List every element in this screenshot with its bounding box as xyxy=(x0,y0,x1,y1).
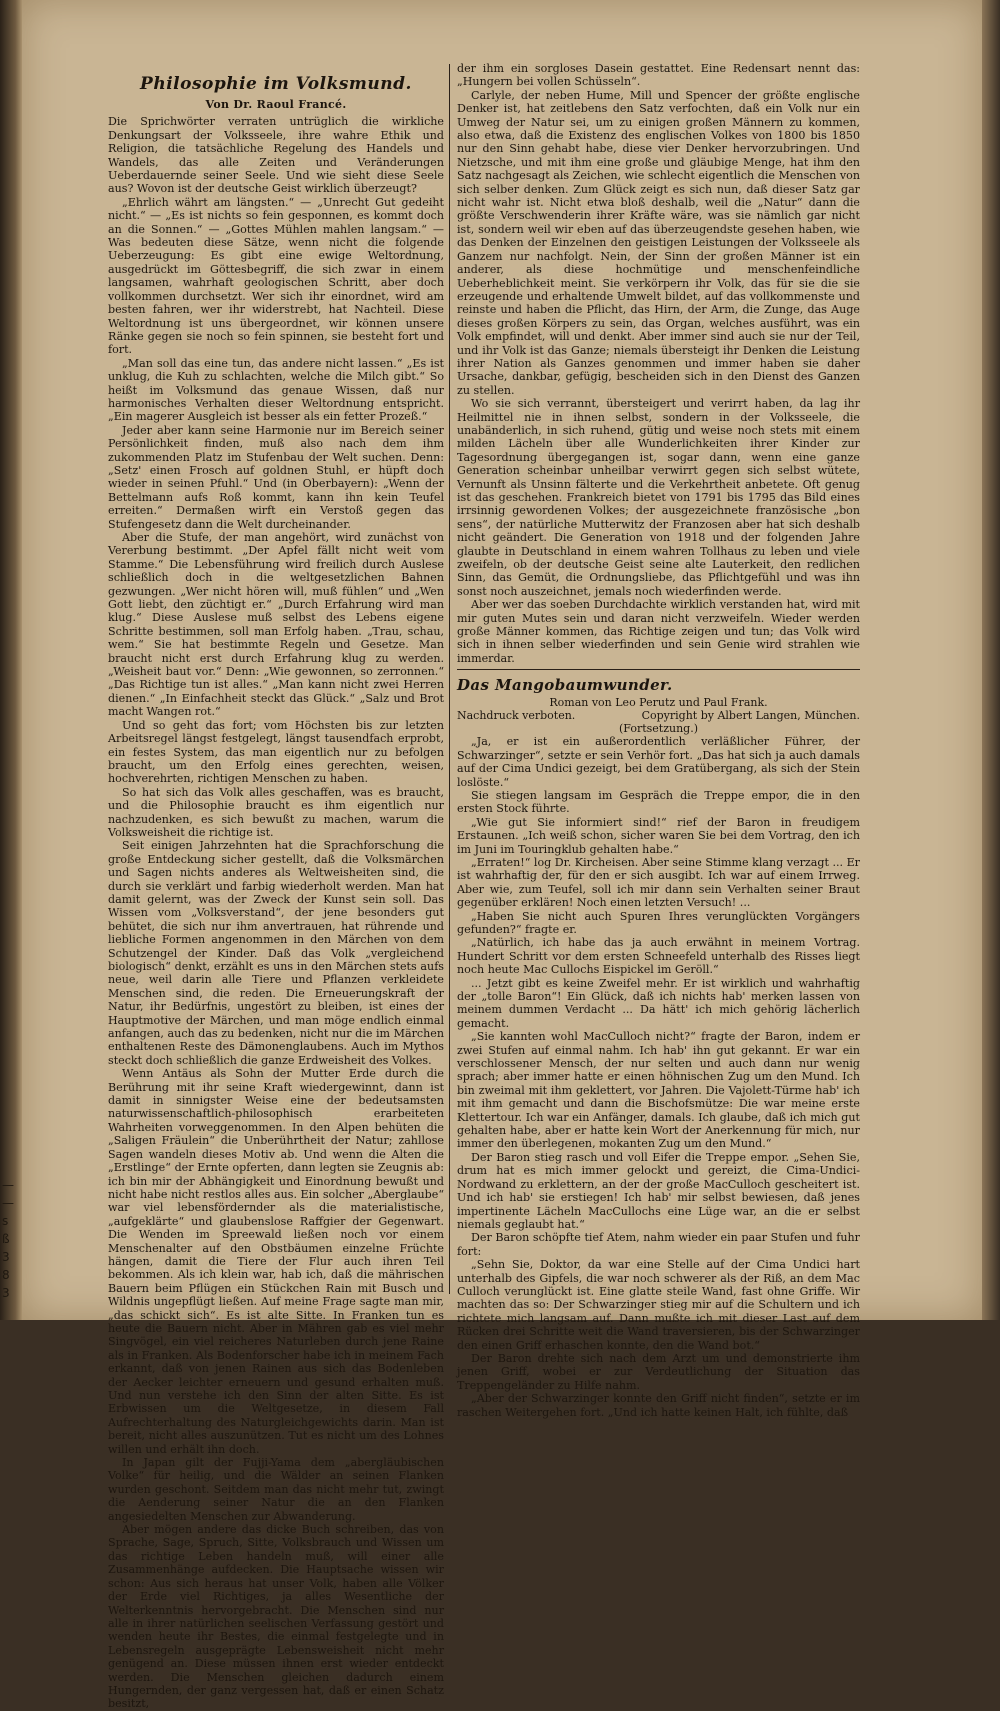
paragraph: Aber die Stufe, der man angehört, wird zunächst von Vererbung bestimmt. „Der Apfel fällt nicht weit vom Stamme.“ Die Lebensführung wird freilich durch Auslese schließlich doch in die weltgesetzlichen Bahnen gezwungen. „Wer nicht hören will, muß fühlen“ und „Wen Gott liebt, den züchtigt er.“ „Durch Erfahrung wird man klug.“ Diese Auslese muß selbst des Lebens eigene Schritte bestimmen, soll man Erfolg haben. „Trau, schau, wem.“ Sie hat bestimmte Regeln und Gesetze. Man braucht nicht erst durch Erfahrung klug zu werden. „Weisheit baut vor.“ Denn: „Wie gewonnen, so zerronnen.“ „Das Richtige tun ist alles.“ „Man kann nicht zwei Herren dienen.“ „In Einfachheit steckt das Glück.“ „Salz und Brot macht Wangen rot.“ xyxy=(108,531,444,719)
paragraph: Der Baron drehte sich nach dem Arzt um und demonstrierte ihm jenen Griff, wobei er zur Verdeutlichung der Situation das Treppengeländer zu Hilfe nahm. xyxy=(457,1351,860,1392)
paragraph: „Sehn Sie, Doktor, da war eine Stelle auf der Cima Undici hart unterhalb des Gipfels, die war noch schwerer als der Riß, an dem Mac Culloch verunglückt ist. Eine glatte steile Wand, fast ohne Griffe. Wir machten das so: Der Schwarzinger stieg mir auf die Schultern und ich richtete mich langsam auf. Dann mußte ich mit dieser Last auf dem Rücken drei Schritte weit die Wand traversieren, bis der Schwarzinger den einen Griff erhaschen konnte, den die Wand bot.“ xyxy=(457,1258,860,1352)
article-byline: Von Dr. Raoul Francé. xyxy=(205,98,347,111)
copyright-notice: Copyright by Albert Langen, München. xyxy=(641,709,860,723)
serial-body xyxy=(457,735,860,1419)
paragraph: In Japan gilt der Fujji-Yama dem „abergläubischen Volke“ für heilig, und die Wälder an seinen Flanken wurden geschont. Seitdem man das nicht mehr tut, zwingt die Aenderung seiner Natur die an den Flanken angesiedelten Menschen zur Abwanderung. xyxy=(108,1456,444,1523)
page-edge xyxy=(982,0,1000,1320)
article-body xyxy=(108,115,444,1710)
paragraph: „Natürlich, ich habe das ja auch erwähnt in meinem Vortrag. Hundert Schritt vor dem ersten Schneefeld unterhalb des Risses liegt noch heute Mac Cullochs Eispickel im Geröll.“ xyxy=(457,936,860,977)
paragraph: So hat sich das Volk alles geschaffen, was es braucht, und die Philosophie braucht es ihm eigentlich nur nachzudenken, es sich bewußt zu machen, warum die Volksweisheit die richtige ist. xyxy=(108,785,444,839)
copyright-row xyxy=(457,709,860,722)
paragraph: „Erraten!“ log Dr. Kircheisen. Aber seine Stimme klang verzagt ... Er ist wahrhaftig der, für den er sich ausgibt. Ich war auf einem Irrweg. Aber wie, zum Teufel, soll ich mir dann sein Verhalten seiner Braut gegenüber erklären! Noch einen letzten Versuch! ... xyxy=(457,855,860,910)
margin-mark: — xyxy=(2,1196,14,1210)
column-rule xyxy=(449,64,450,1294)
article-title: Philosophie im Volksmund. xyxy=(140,74,412,94)
continuation-label: (Fortsetzung.) xyxy=(619,722,698,736)
paragraph: Aber wer das soeben Durchdachte wirklich verstanden hat, wird mit mir guten Mutes sein und daran nicht verzweifeln. Wieder werden große Männer kommen, das Richtige zeigen und tun; das Volk wird sich in ihnen selber wiederfinden und sein Genie wird strahlen wie immerdar. xyxy=(457,598,860,665)
continued-article-body xyxy=(457,62,860,665)
paragraph: ... Jetzt gibt es keine Zweifel mehr. Er ist wirklich und wahrhaftig der „tolle Baron“! Ein Glück, daß ich nichts hab' merken lassen von meinem dummen Verdacht ... Da hätt' ich mich gehörig lächerlich gemacht. xyxy=(457,976,860,1030)
paragraph: „Haben Sie nicht auch Spuren Ihres verunglückten Vorgängers gefunden?“ fragte er. xyxy=(457,909,860,936)
paragraph: Carlyle, der neben Hume, Mill und Spencer der größte englische Denker ist, hat zeitlebens den Satz verfochten, daß ein Volk nur ein Umweg der Natur sei, um zu einigen großen Männern zu kommen, also etwa, daß die Existenz des englischen Volkes von 1800 bis 1850 nur den Sinn gehabt habe, diese vier Denker hervorzubringen. Und Nietzsche, und mit ihm eine große und gläubige Menge, hat ihm den Satz nachgesagt als Zeichen, wie schlecht eigentlich die Menschen von sich selber denken. Zum Glück zeigt es sich nun, daß dieser Satz gar nicht wahr ist. Nicht etwa bloß deshalb, weil die „Natur“ dann die größte Verschwenderin ihrer Kräfte wäre, was sie nämlich gar nicht ist, sondern weil wir eben auf das überzeugendste gesehen haben, wie das Denken der Einzelnen den geistigen Leistungen der Volksseele als Ganzem nur nachfolgt. Nein, der Sinn der großen Männer ist ein anderer, als diese hochmütige und menschenfeindliche Ueberheblichkeit meint. Sie verkörpern ihr Volk, das für sie die sie erzeugende und erhaltende Umwelt bildet, auf das vollkommenste und reinste und haben die Pflicht, das Hirn, der Arm, die Zunge, das Auge dieses großen Körpers zu sein, das Organ, welches ausführt, was ein Volk empfindet, will und denkt. Aber immer sind auch sie nur der Teil, und ihr Volk ist das Ganze; niemals übersteigt ihr Denken die Leistung ihrer Nation als Ganzes genommen und immer haben sie daher Ursache, dankbar, gefügig, bescheiden sich in den Dienst des Ganzen zu stellen. xyxy=(457,88,860,397)
paragraph: Aber mögen andere das dicke Buch schreiben, das von Sprache, Sage, Spruch, Sitte, Volksbrauch und Wissen um das richtige Leben handeln muß, will einer alle Zusammenhänge aufdecken. Die Hauptsache wissen wir schon: Aus sich heraus hat unser Volk, haben alle Völker der Erde viel Richtiges, ja alles Wesentliche der Welterkenntnis hervorgebracht. Die Menschen sind nur alle in ihrer natürlichen seelischen Verfassung gestört und wenden heute ihr Bestes, die einmal festgelegte und in Lebensregeln ausgeprägte Lebensweisheit nicht mehr genügend an. Diese müssen ihnen erst wieder entdeckt werden. Die Menschen gleichen dadurch einem Hungernden, der ganz vergessen hat, daß er einen Schatz besitzt, xyxy=(108,1523,444,1711)
paragraph: „Wie gut Sie informiert sind!“ rief der Baron in freudigem Erstaunen. „Ich weiß schon, sicher waren Sie bei dem Vortrag, den ich im Juni im Touringklub gehalten habe.“ xyxy=(457,815,860,856)
margin-mark: 3 xyxy=(2,1250,10,1264)
paragraph: Die Sprichwörter verraten untrüglich die wirkliche Denkungsart der Volksseele, ihre wahre Ethik und Religion, die tatsächliche Regelung des Handels und Wandels, das alle Zeiten und Veränderungen Ueberdauernde seiner Seele. Und wie sieht diese Seele aus? Wovon ist der deutsche Geist wirklich überzeugt? xyxy=(108,115,444,196)
left-column xyxy=(108,62,444,1711)
paragraph: der ihm ein sorgloses Dasein gestattet. Eine Redensart nennt das: „Hungern bei vollen Schüsseln“. xyxy=(457,62,860,89)
paragraph: Und so geht das fort; vom Höchsten bis zur letzten Arbeitsregel längst festgelegt, längst tausendfach erprobt, ein festes System, das man eigentlich nur zu befolgen braucht, um den Erfolg eines gerechten, weisen, hochverehrten, richtigen Menschen zu haben. xyxy=(108,718,444,786)
paragraph: Wenn Antäus als Sohn der Mutter Erde durch die Berührung mit ihr seine Kraft wiedergewinnt, dann ist damit in sinnigster Weise eine der bedeutsamsten naturwissenschaftlich-philosophisch erarbeiteten Wahrheiten vorweggenommen. In den Alpen behüten die „Saligen Fräulein“ die Unberührtheit der Natur; zahllose Sagen wandeln dieses Motiv ab. Und wenn die Alten die „Erstlinge“ der Ernte opferten, dann legten sie Zeugnis ab: ich bin mir der Abhängigkeit und Einordnung bewußt und nicht habe nicht restlos alles aus. Ein solcher „Aberglaube“ war viel lebensfördernder als die materialistische, „aufgeklärte“ und glaubenslose Raffgier der Gegenwart. Die Wenden im Spreewald ließen noch vor einem Menschenalter auf den Obstbäumen einzelne Früchte hängen, damit die Tiere der Flur auch ihren Teil bekommen. Als ich klein war, hab ich, daß die mährischen Bauern beim Pflügen ein Stückchen Rain mit Busch und Wildnis ungepflügt ließen. Auf meine Frage sagte man mir, „das schickt sich“. Es ist alte Sitte. In Franken tun es heute die Bauern nicht. Aber in Mähren gab es viel mehr Singvögel, ein viel reicheres Naturleben durch jene Raine als in Franken. Als Bodenforscher habe ich in meinem Fach erkannt, daß von jenen Rainen aus sich das Bodenleben der Aecker leichter erneuern und gesund erhalten muß. Und nun verstehe ich den Sinn der alten Sitte. Es ist Erbwissen um die Weltgesetze, in diesem Fall Aufrechterhaltung des Naturgleichgewichts darin. Man ist bereit, nicht alles auszunützen. Tut es nicht um des Lohnes willen und erhält ihn doch. xyxy=(108,1067,444,1456)
serial-subtitle: Roman von Leo Perutz und Paul Frank. xyxy=(549,696,768,710)
serial-title: Das Mangobaumwunder. xyxy=(457,676,673,695)
margin-mark: 3 xyxy=(2,1286,10,1300)
paragraph: „Man soll das eine tun, das andere nicht lassen.“ „Es ist unklug, die Kuh zu schlachten, welche die Milch gibt.“ So heißt im Volksmund das genaue Wissen, daß nur harmonisches Verhalten dieser Weltordnung entspricht. „Ein magerer Ausgleich ist besser als ein fetter Prozeß.“ xyxy=(108,356,444,424)
reprint-notice: Nachdruck verboten. xyxy=(457,709,576,723)
paragraph: Der Baron stieg rasch und voll Eifer die Treppe empor. „Sehen Sie, drum hat es mich immer gelockt und gereizt, die Cima-Undici-Nordwand zu erklettern, an der der große MacCulloch gescheitert ist. Und ich hab' sie erstiegen! Ich hab' mir selbst bewiesen, daß jenes impertinente Lächeln MacCullochs eine Lüge war, an die er selbst niemals geglaubt hat.“ xyxy=(457,1150,860,1231)
right-column xyxy=(457,62,860,1419)
paragraph: Wo sie sich verrannt, übersteigert und verirrt haben, da lag ihr Heilmittel nie in ihnen selbst, sondern in der Volksseele, die unabänderlich, in sich ruhend, gütig und weise noch stets mit einem milden Lächeln über alle Wunderlichkeiten ihrer Kinder zur Tagesordnung übergegangen ist, sogar dann, wenn eine ganze Generation scheinbar unheilbar verwirrt gegen sich selbst wütete, Vernunft als Unsinn fälterte und die Verkehrtheit anbetete. Oft genug ist das geschehen. Frankreich bietet von 1791 bis 1795 das Bild eines irrsinnig gewordenen Volkes; der ausgezeichnete französische „bon sens“, der natürliche Mutterwitz der Franzosen aber hat sich deshalb nicht geändert. Die Generation von 1918 und der folgenden Jahre glaubte in Deutschland in einem wahren Tollhaus zu leben und viele zweifeln, ob der deutsche Geist seine alte Lauterkeit, den redlichen Sinn, das Gemüt, die Ordnungsliebe, das Pflichtgefühl und was ihn sonst noch auszeichnet, jemals noch wiederfinden werde. xyxy=(457,397,860,598)
paragraph: Sie stiegen langsam im Gespräch die Treppe empor, die in den ersten Stock führte. xyxy=(457,788,860,816)
paragraph: „Ja, er ist ein außerordentlich verläßlicher Führer, der Schwarzinger“, setzte er sein Verhör fort. „Das hat sich ja auch damals auf der Cima Undici gezeigt, bei dem Gratübergang, als sich der Stein loslöste.“ xyxy=(457,735,860,789)
margin-mark: 8 xyxy=(2,1268,10,1282)
margin-mark: ß xyxy=(2,1232,10,1246)
section-divider xyxy=(457,669,860,670)
binding-edge xyxy=(0,0,22,1320)
margin-mark: s xyxy=(2,1214,9,1228)
paragraph: Jeder aber kann seine Harmonie nur im Bereich seiner Persönlichkeit finden, muß also nach dem ihm zukommenden Platz im Stufenbau der Welt suchen. Denn: „Setz' einen Frosch auf goldnen Stuhl, er hüpft doch wieder in seinen Pfuhl.“ Und (in Oberbayern): „Wenn der Bettelmann aufs Roß kommt, kann ihn kein Teufel erreiten.“ Dermaßen wirft ein Verstoß gegen das Stufengesetz dann die Welt durcheinander. xyxy=(108,423,444,531)
paragraph: „Sie kannten wohl MacCulloch nicht?“ fragte der Baron, indem er zwei Stufen auf einmal nahm. Ich hab' ihn gut gekannt. Er war ein verschlossener Mensch, der nur selten und auch dann nur wenig sprach; aber immer hatte er einen höhnischen Zug um den Mund. Ich bin zweimal mit ihm geklettert, vor Jahren. Die Vajolett-Türme hab' ich mit ihm gemacht und dann die Bischofsmütze: Die war meine erste Klettertour. Ich war ein Anfänger, damals. Ich glaube, daß ich mich gut gehalten habe, aber er hatte kein Wort der Anerkennung für mich, nur immer den überlegenen, mokanten Zug um den Mund.“ xyxy=(457,1030,860,1151)
paragraph: „Ehrlich währt am längsten.“ — „Unrecht Gut gedeiht nicht.“ — „Es ist nichts so fein gesponnen, es kommt doch an die Sonnen.“ — „Gottes Mühlen mahlen langsam.“ — Was bedeuten diese Sätze, wenn nicht die folgende Ueberzeugung: Es gibt eine ewige Weltordnung, ausgedrückt im Göttesbegriff, die sich zwar in einem langsamen, wahrhaft geologischen Schritt, aber doch vollkommen durchsetzt. Wer sich ihr einordnet, wird am besten fahren, wer ihr widerstrebt, hat Nachteil. Diese Weltordnung ist uns übergeordnet, wir können unsere Ränke gegen sie noch so fein spinnen, sie besteht fort und fort. xyxy=(108,195,444,357)
paragraph: Seit einigen Jahrzehnten hat die Sprachforschung die große Entdeckung sicher gestellt, daß die Volksmärchen und Sagen nichts anderes als Weltweisheiten sind, die durch sie verklärt und farbig wiederholt werden. Man hat damit gelernt, was der Zweck der Kunst sein soll. Das Wissen vom „Volksverstand“, der jene besonders gut behütet, die sich nur ihm anvertrauen, hat rührende und liebliche Formen angenommen in den Märchen von dem Schutzengel der Kinder. Daß das Volk „vergleichend biologisch“ denkt, erzählt es uns in den Märchen stets aufs neue, weil darin alle Tiere und Pflanzen verkleidete Menschen sind, die reden. Die Erneuerungskraft der Natur, ihr Bedürfnis, ungestört zu bleiben, ist eines der Hauptmotive der Märchen, und man möge endlich einmal anfangen, auch das zu bedenken, nicht nur die im Märchen enthaltenen Reste des Dämonenglaubens. Auch im Mythos steckt doch schließlich die ganze Erdweisheit des Volkes. xyxy=(108,839,444,1067)
margin-mark: — xyxy=(2,1178,14,1192)
paragraph: Der Baron schöpfte tief Atem, nahm wieder ein paar Stufen und fuhr fort: xyxy=(457,1231,860,1258)
paragraph: „Aber der Schwarzinger konnte den Griff nicht finden“, setzte er im raschen Weitergehen fort. „Und ich hatte keinen Halt, ich fühlte, daß xyxy=(457,1392,860,1419)
